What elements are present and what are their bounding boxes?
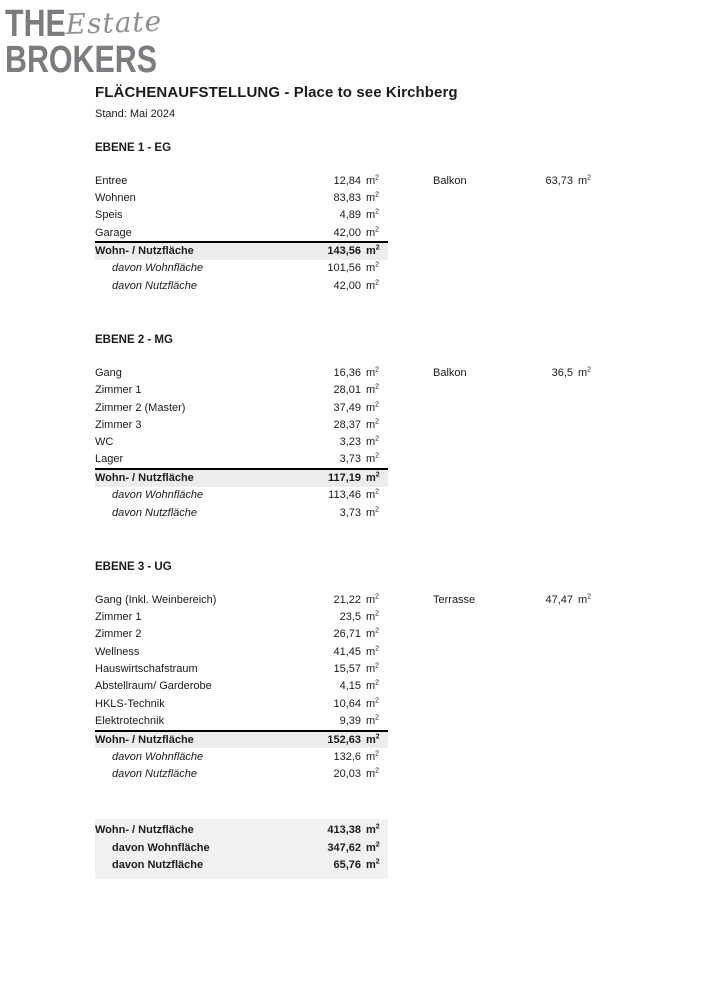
table-row <box>95 591 695 608</box>
room-label: Zimmer 1 <box>95 611 142 624</box>
unit-base: m <box>366 472 376 485</box>
room-label: Wellness <box>95 645 140 658</box>
unit-base: m <box>578 593 588 606</box>
unit-base: m <box>366 226 376 239</box>
total-value: 143,56 <box>327 245 361 258</box>
subtotal-label: davon Nutzfläche <box>112 506 197 519</box>
unit-m2 <box>361 842 388 854</box>
unit-base: m <box>366 262 376 275</box>
unit-m2 <box>361 209 388 221</box>
table-row <box>95 416 388 433</box>
area-value: 12,84 <box>333 174 361 187</box>
unit-m2 <box>361 419 388 431</box>
unit-sup: 2 <box>375 471 380 479</box>
unit-base: m <box>366 858 376 871</box>
area-value: 4,89 <box>339 209 361 222</box>
unit-base: m <box>366 824 376 837</box>
unit-m2 <box>361 768 388 780</box>
grand-subtotal-value: 65,76 <box>333 858 361 871</box>
unit-sup: 2 <box>375 679 380 687</box>
unit-base: m <box>366 611 376 624</box>
unit-base: m <box>366 841 376 854</box>
outdoor-value: 47,47 <box>545 593 573 606</box>
unit-m2 <box>361 175 388 187</box>
unit-base: m <box>578 174 588 187</box>
room-label: Garage <box>95 226 132 239</box>
room-label: Zimmer 2 <box>95 628 142 641</box>
area-table-ebene2 <box>95 364 695 521</box>
table-row <box>95 660 388 677</box>
unit-base: m <box>366 191 376 204</box>
unit-m2 <box>361 663 388 675</box>
room-label: Elektrotechnik <box>95 714 165 727</box>
unit-base: m <box>366 697 376 710</box>
room-label: Zimmer 1 <box>95 384 142 397</box>
subtotal-value: 42,00 <box>333 279 361 292</box>
total-label: Wohn- / Nutzfläche <box>95 733 194 746</box>
area-value: 42,00 <box>333 226 361 239</box>
subtotal-label: davon Nutzfläche <box>112 279 197 292</box>
unit-sup: 2 <box>587 366 592 374</box>
unit-m2 <box>361 402 388 414</box>
section-header-ebene1: EBENE 1 - EG <box>95 142 172 154</box>
area-value: 16,36 <box>333 366 361 379</box>
unit-sup: 2 <box>375 767 380 775</box>
total-row <box>95 468 388 487</box>
unit-sup: 2 <box>375 173 380 181</box>
subtotal-value: 3,73 <box>339 506 361 519</box>
unit-sup: 2 <box>375 593 380 601</box>
area-value: 15,57 <box>333 662 361 675</box>
grand-total-value: 413,38 <box>327 824 361 837</box>
area-table-ebene1 <box>95 172 695 294</box>
subtotal-row <box>95 748 388 765</box>
room-label: Abstellraum/ Garderobe <box>95 680 212 693</box>
section-header-ebene2: EBENE 2 - MG <box>95 334 173 347</box>
table-row <box>95 608 388 625</box>
table-row <box>95 399 388 416</box>
table-row <box>95 695 388 712</box>
table-row <box>95 189 388 206</box>
page-title: FLÄCHENAUFSTELLUNG - Place to see Kirchberg <box>95 84 458 101</box>
logo-text-brokers: BROKERS <box>5 39 158 82</box>
unit-base: m <box>578 366 588 379</box>
area-value: 10,64 <box>333 697 361 710</box>
area-value: 28,01 <box>333 384 361 397</box>
unit-base: m <box>366 453 376 466</box>
grand-subtotal-label: davon Wohnfläche <box>112 841 210 854</box>
unit-m2 <box>361 367 388 379</box>
table-row <box>95 678 388 695</box>
unit-sup: 2 <box>375 714 380 722</box>
area-value: 23,5 <box>339 611 361 624</box>
unit-base: m <box>366 209 376 222</box>
unit-m2 <box>573 594 600 606</box>
unit-sup: 2 <box>375 452 380 460</box>
unit-m2 <box>361 715 388 727</box>
subtotal-value: 101,56 <box>327 262 361 275</box>
table-row <box>95 451 388 468</box>
unit-m2 <box>361 628 388 640</box>
unit-base: m <box>366 680 376 693</box>
unit-m2 <box>573 175 600 187</box>
unit-m2 <box>361 507 388 519</box>
unit-base: m <box>366 506 376 519</box>
table-row <box>95 172 695 189</box>
unit-m2 <box>361 824 388 836</box>
unit-sup: 2 <box>375 488 380 496</box>
unit-base: m <box>366 436 376 449</box>
unit-m2 <box>361 734 388 746</box>
grand-subtotal-value: 347,62 <box>327 841 361 854</box>
table-row <box>95 433 388 450</box>
total-row <box>95 241 388 260</box>
grand-total-block <box>95 819 388 879</box>
logo-text-estate: Estate <box>65 4 163 41</box>
table-row <box>95 712 388 729</box>
table-row <box>95 207 388 224</box>
area-table-ebene3 <box>95 591 695 782</box>
unit-m2 <box>573 367 600 379</box>
table-row <box>95 364 695 381</box>
document-body <box>95 0 695 879</box>
outdoor-value: 36,5 <box>551 366 573 379</box>
unit-base: m <box>366 489 376 502</box>
unit-m2 <box>361 436 388 448</box>
unit-sup: 2 <box>375 840 380 848</box>
room-label: Lager <box>95 453 124 466</box>
room-label: Gang (Inkl. Weinbereich) <box>95 593 217 606</box>
unit-m2 <box>361 280 388 292</box>
unit-sup: 2 <box>375 418 380 426</box>
area-value: 41,45 <box>333 645 361 658</box>
unit-m2 <box>361 384 388 396</box>
unit-sup: 2 <box>375 750 380 758</box>
subtotal-label: davon Wohnfläche <box>112 750 204 763</box>
area-value: 28,37 <box>333 418 361 431</box>
subtotal-label: davon Wohnfläche <box>112 262 204 275</box>
unit-base: m <box>366 662 376 675</box>
unit-sup: 2 <box>375 383 380 391</box>
grand-total-row <box>95 822 388 839</box>
grand-subtotal-row <box>95 856 388 873</box>
unit-sup: 2 <box>375 823 380 831</box>
room-label: Hauswirtschafstraum <box>95 662 198 675</box>
area-value: 21,22 <box>333 593 361 606</box>
area-value: 3,73 <box>339 453 361 466</box>
unit-sup: 2 <box>587 593 592 601</box>
unit-base: m <box>366 174 376 187</box>
subtotal-value: 132,6 <box>333 750 361 763</box>
table-row <box>95 224 388 241</box>
total-value: 117,19 <box>327 472 361 485</box>
unit-sup: 2 <box>375 505 380 513</box>
unit-m2 <box>361 859 388 871</box>
unit-base: m <box>366 245 376 258</box>
unit-base: m <box>366 767 376 780</box>
grand-total-label: Wohn- / Nutzfläche <box>95 824 194 837</box>
outdoor-label: Balkon <box>433 174 467 187</box>
table-row <box>95 382 388 399</box>
unit-sup: 2 <box>375 244 380 252</box>
unit-sup: 2 <box>375 400 380 408</box>
unit-m2 <box>361 611 388 623</box>
room-label: Zimmer 3 <box>95 418 142 431</box>
unit-m2 <box>361 472 388 484</box>
unit-m2 <box>361 227 388 239</box>
unit-m2 <box>361 751 388 763</box>
subtotal-value: 20,03 <box>333 767 361 780</box>
outdoor-label: Balkon <box>433 366 467 379</box>
unit-sup: 2 <box>375 858 380 866</box>
subtotal-row <box>95 487 388 504</box>
total-label: Wohn- / Nutzfläche <box>95 245 194 258</box>
unit-sup: 2 <box>375 435 380 443</box>
total-label: Wohn- / Nutzfläche <box>95 472 194 485</box>
unit-base: m <box>366 418 376 431</box>
unit-m2 <box>361 646 388 658</box>
unit-sup: 2 <box>587 173 592 181</box>
unit-sup: 2 <box>375 191 380 199</box>
unit-m2 <box>361 594 388 606</box>
table-row <box>95 626 388 643</box>
unit-sup: 2 <box>375 225 380 233</box>
unit-m2 <box>361 262 388 274</box>
unit-sup: 2 <box>375 627 380 635</box>
unit-m2 <box>361 489 388 501</box>
subtotal-value: 113,46 <box>328 489 361 502</box>
room-label: Zimmer 2 (Master) <box>95 401 186 414</box>
unit-sup: 2 <box>375 261 380 269</box>
area-value: 4,15 <box>339 680 361 693</box>
unit-base: m <box>366 384 376 397</box>
unit-base: m <box>366 628 376 641</box>
area-value: 9,39 <box>339 714 361 727</box>
room-label: Entree <box>95 174 128 187</box>
unit-base: m <box>366 733 376 746</box>
unit-sup: 2 <box>375 645 380 653</box>
unit-sup: 2 <box>375 278 380 286</box>
unit-m2 <box>361 680 388 692</box>
room-label: Wohnen <box>95 191 136 204</box>
logo-text-the: THE <box>5 3 66 45</box>
unit-m2 <box>361 698 388 710</box>
unit-base: m <box>366 593 376 606</box>
total-row <box>95 730 388 749</box>
unit-base: m <box>366 645 376 658</box>
unit-m2 <box>361 245 388 257</box>
unit-sup: 2 <box>375 366 380 374</box>
area-value: 37,49 <box>333 401 361 414</box>
grand-subtotal-label: davon Nutzfläche <box>112 858 204 871</box>
unit-sup: 2 <box>375 733 380 741</box>
unit-m2 <box>361 453 388 465</box>
section-header-ebene3: EBENE 3 - UG <box>95 561 172 574</box>
room-label: Gang <box>95 366 122 379</box>
unit-base: m <box>366 279 376 292</box>
total-value: 152,63 <box>327 733 361 746</box>
subtotal-label: davon Wohnfläche <box>112 489 204 502</box>
room-label: WC <box>95 436 114 449</box>
subtotal-row <box>95 277 388 294</box>
subtotal-label: davon Nutzfläche <box>112 767 197 780</box>
unit-base: m <box>366 750 376 763</box>
area-value: 83,83 <box>333 191 361 204</box>
subtotal-row <box>95 260 388 277</box>
unit-base: m <box>366 714 376 727</box>
unit-base: m <box>366 401 376 414</box>
unit-sup: 2 <box>375 610 380 618</box>
unit-sup: 2 <box>375 662 380 670</box>
unit-sup: 2 <box>375 696 380 704</box>
outdoor-value: 63,73 <box>545 174 573 187</box>
unit-m2 <box>361 192 388 204</box>
area-value: 26,71 <box>333 628 361 641</box>
room-label: Speis <box>95 209 123 222</box>
status-date: Stand: Mai 2024 <box>95 108 176 120</box>
unit-base: m <box>366 366 376 379</box>
subtotal-row <box>95 504 388 521</box>
outdoor-label: Terrasse <box>433 593 476 606</box>
room-label: HKLS-Technik <box>95 697 165 710</box>
area-value: 3,23 <box>339 436 361 449</box>
unit-sup: 2 <box>375 208 380 216</box>
grand-subtotal-row <box>95 839 388 856</box>
table-row <box>95 643 388 660</box>
subtotal-row <box>95 765 388 782</box>
